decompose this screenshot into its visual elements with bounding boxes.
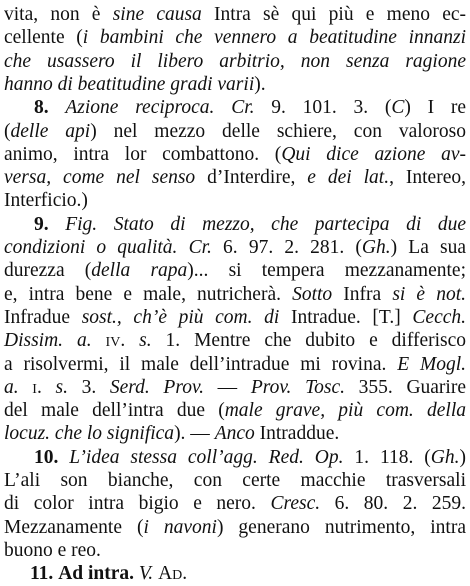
text-segment: 11.: [30, 563, 54, 585]
text-segment: buono e reo.: [4, 539, 101, 561]
text-line: [34, 213, 466, 237]
text-line: [34, 96, 466, 120]
text-segment: ): [459, 446, 466, 468]
text-line: [4, 120, 466, 144]
text-line: [4, 3, 466, 27]
text-line: [4, 399, 466, 423]
text-segment: ) nel mezzo delle schiere, con valoroso: [90, 120, 466, 142]
text-segment: e, intra bene e male, nutricherà.: [4, 283, 293, 305]
text-line: [4, 306, 466, 330]
text-segment: delle api: [10, 120, 91, 142]
text-segment: [49, 214, 66, 235]
text-segment: locuz. che lo significa: [4, 423, 175, 445]
text-segment: E Mogl.: [397, 353, 466, 375]
text-segment: a risolvermi, il male dell’intradue mi rovina.: [4, 353, 398, 375]
text-segment: animo, intra lor combattono. (: [4, 143, 282, 165]
text-segment: iv.: [105, 330, 126, 352]
text-segment: Dissim. a.: [4, 330, 92, 352]
text-segment: a.: [4, 376, 19, 398]
text-segment: C: [391, 97, 405, 119]
text-segment: cellente (: [4, 27, 83, 49]
text-segment: d’Interdire,: [195, 167, 308, 189]
text-segment: sine causa: [112, 4, 202, 25]
text-segment: 1. Mentre che dubito e differisco: [151, 330, 467, 352]
text-line: [4, 376, 466, 400]
text-line: [4, 516, 466, 540]
text-segment: Serd. Prov.: [109, 376, 205, 398]
text-segment: Prov. Tosc.: [250, 376, 346, 398]
text-segment: Intraddue.: [254, 423, 340, 445]
text-segment: 1. 118. (: [343, 446, 431, 468]
text-segment: ) La sua: [390, 237, 467, 258]
text-segment: che usassero il libero arbitrio, non senza ragione: [4, 50, 466, 72]
text-line: [4, 329, 466, 353]
text-segment: Sotto: [292, 283, 333, 305]
text-segment: [19, 377, 33, 398]
text-segment: della rapa: [91, 260, 188, 282]
text-segment: 355. Guarire: [345, 376, 466, 398]
text-segment: ) generano nutrimento, intra: [216, 516, 466, 538]
text-segment: [92, 330, 106, 351]
text-segment: versa, come nel senso: [4, 167, 196, 189]
text-segment: Fig. Stato di mezzo, che partecipa di due: [65, 213, 466, 235]
text-segment: , Intereo,: [389, 167, 466, 189]
text-segment: Azione reciproca.: [65, 97, 215, 119]
text-segment: Ad.: [158, 563, 188, 585]
text-segment: s.: [139, 330, 152, 352]
text-segment: Infradue: [4, 306, 82, 328]
text-line: [4, 492, 466, 516]
text-line: [4, 236, 466, 260]
text-segment: 6. 97. 2. 281. (: [211, 237, 362, 258]
text-segment: Cresc.: [270, 493, 321, 515]
text-segment: Cecch.: [412, 306, 467, 328]
text-line: [4, 469, 466, 493]
text-segment: male grave, più com. della: [224, 400, 466, 422]
text-segment: e dei lat.: [307, 167, 390, 189]
text-line: [4, 189, 466, 213]
text-segment: 9. 101. 3. (: [254, 97, 392, 119]
text-segment: hanno di beatitudine gradi varii: [4, 73, 255, 95]
text-segment: si è not.: [392, 283, 466, 305]
text-segment: )... si tempera mezzanamente;: [187, 260, 466, 282]
text-line: [4, 283, 466, 307]
text-segment: 6. 80. 2. 259.: [320, 493, 467, 515]
text-line: [4, 539, 466, 563]
text-segment: Cr.: [231, 97, 255, 119]
text-segment: Ad intra.: [58, 563, 135, 585]
text-segment: i bambini che vennero a beatitudine innanzi: [82, 27, 466, 49]
text-segment: durezza (: [4, 260, 92, 282]
text-segment: vita, non è: [4, 4, 113, 25]
text-segment: i navoni: [143, 516, 217, 538]
text-segment: Qui dice azione av-: [281, 143, 466, 165]
text-segment: Mezzanamente (: [4, 516, 144, 538]
text-segment: di color intra bigio e nero.: [4, 493, 271, 515]
text-segment: [58, 447, 69, 468]
text-segment: Intradue. [T.]: [279, 306, 413, 328]
text-segment: L’ali son bianche, con certe macchie trasversali: [4, 470, 466, 491]
text-segment: sost., ch’è più com. di: [81, 306, 280, 328]
text-segment: [214, 97, 231, 118]
text-segment: Gh.: [361, 237, 391, 258]
text-segment: ). —: [174, 423, 215, 445]
text-line: [4, 73, 466, 97]
text-segment: [49, 97, 66, 118]
text-segment: 3.: [67, 376, 110, 398]
text-line: [4, 422, 466, 446]
text-segment: Intra sè qui più e meno ec-: [201, 4, 467, 25]
text-line: [4, 166, 466, 190]
text-line: [4, 353, 466, 377]
text-segment: Infra: [332, 283, 393, 305]
text-segment: —: [204, 376, 251, 398]
text-segment: ).: [254, 73, 266, 95]
text-line: [4, 259, 466, 283]
text-segment: (: [4, 120, 11, 142]
text-segment: condizioni o qualità. Cr.: [4, 237, 212, 258]
text-segment: 8.: [34, 97, 49, 119]
text-segment: V.: [138, 563, 154, 585]
text-segment: 9.: [34, 213, 49, 235]
text-segment: i.: [32, 376, 42, 398]
text-segment: [125, 330, 139, 351]
text-segment: [42, 377, 56, 398]
text-segment: Gh.: [430, 446, 460, 468]
text-line: [4, 50, 466, 74]
text-segment: Anco: [214, 423, 255, 445]
text-line: [4, 26, 466, 50]
text-segment: L’idea stessa coll’agg. Red. Op.: [69, 446, 344, 468]
text-segment: 10.: [34, 446, 59, 468]
text-line: [34, 446, 466, 470]
text-segment: del male dell’intra due (: [4, 400, 225, 422]
text-segment: ) I re: [404, 97, 467, 119]
text-line: [4, 143, 466, 167]
text-segment: Interficio.): [4, 190, 88, 212]
text-line: [30, 562, 466, 586]
text-segment: s.: [55, 376, 68, 398]
